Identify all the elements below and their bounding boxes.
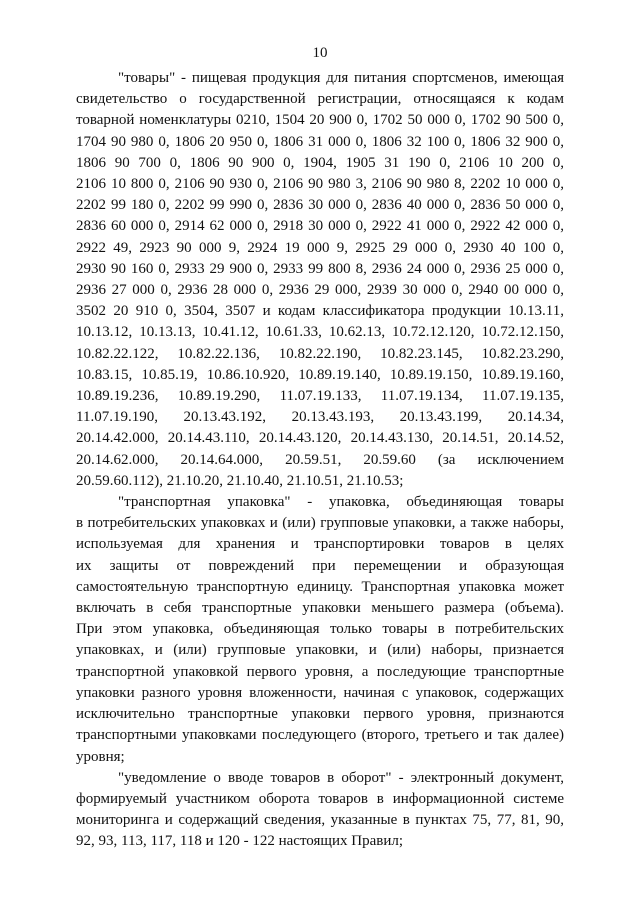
text-line: 2930 90 160 0, 2933 29 900 0, 2933 99 800 8, 2936 24 000 0, 2936 25 000 0, bbox=[76, 260, 564, 277]
page-number: 10 bbox=[312, 45, 328, 61]
text-line: транспортной упаковкой первого уровня, а последующие транспортные bbox=[76, 663, 564, 680]
text-line: 2106 10 800 0, 2106 90 930 0, 2106 90 980 3, 2106 90 980 8, 2202 10 000 0, bbox=[76, 176, 564, 193]
text-line: формируемый участником оборота товаров в информационной системе bbox=[76, 790, 564, 807]
text-line: "транспортная упаковка" - упаковка, объединяющая товары bbox=[118, 494, 564, 511]
definition-transport-packaging bbox=[76, 492, 564, 768]
text-line: 10.82.22.122, 10.82.22.136, 10.82.22.190, 10.82.23.145, 10.82.23.290, bbox=[76, 345, 564, 362]
text-line: 1806 90 700 0, 1806 90 900 0, 1904, 1905 31 190 0, 2106 10 200 0, bbox=[76, 154, 564, 171]
text-line: упаковках, и (или) групповые упаковки, и (или) наборы, признается bbox=[76, 642, 564, 659]
document-body bbox=[76, 68, 564, 853]
text-line: 2836 60 000 0, 2914 62 000 0, 2918 30 000 0, 2922 41 000 0, 2922 42 000 0, bbox=[76, 218, 564, 235]
text-line: используемая для хранения и транспортировки товаров в целях bbox=[76, 536, 564, 553]
text-line: уровня; bbox=[76, 748, 125, 765]
text-line: 20.14.62.000, 20.14.64.000, 20.59.51, 20.59.60 (за исключением bbox=[76, 451, 564, 468]
definition-goods bbox=[76, 68, 564, 492]
text-line: товарной номенклатуры 0210, 1504 20 900 0, 1702 50 000 0, 1702 90 500 0, bbox=[76, 112, 564, 129]
text-line: свидетельство о государственной регистрации, относящаяся к кодам bbox=[76, 91, 564, 108]
text-line: 20.14.42.000, 20.14.43.110, 20.14.43.120, 20.14.43.130, 20.14.51, 20.14.52, bbox=[76, 430, 564, 447]
text-line: 20.59.60.112), 21.10.20, 21.10.40, 21.10.51, 21.10.53; bbox=[76, 472, 404, 489]
text-line: 11.07.19.190, 20.13.43.192, 20.13.43.193, 20.13.43.199, 20.14.34, bbox=[76, 409, 564, 426]
text-line: мониторинга и содержащий сведения, указанные в пунктах 75, 77, 81, 90, bbox=[76, 812, 564, 829]
text-line: их защиты от повреждений при перемещении и образующая bbox=[76, 557, 564, 574]
text-line: 1704 90 980 0, 1806 20 950 0, 1806 31 000 0, 1806 32 100 0, 1806 32 900 0, bbox=[76, 133, 564, 150]
text-line: в потребительских упаковках и (или) групповые упаковки, а также наборы, bbox=[76, 515, 564, 532]
text-line: исключительно транспортные упаковки первого уровня, признаются bbox=[76, 706, 564, 723]
text-line: 3502 20 910 0, 3504, 3507 и кодам классификатора продукции 10.13.11, bbox=[76, 303, 564, 320]
text-line: 2922 49, 2923 90 000 9, 2924 19 000 9, 2925 29 000 0, 2930 40 100 0, bbox=[76, 239, 564, 256]
text-line: 10.89.19.236, 10.89.19.290, 11.07.19.133, 11.07.19.134, 11.07.19.135, bbox=[76, 388, 564, 405]
text-line: 10.83.15, 10.85.19, 10.86.10.920, 10.89.19.140, 10.89.19.150, 10.89.19.160, bbox=[76, 366, 564, 383]
text-line: 92, 93, 113, 117, 118 и 120 - 122 настоящих Правил; bbox=[76, 833, 403, 850]
text-line: 10.13.12, 10.13.13, 10.41.12, 10.61.33, 10.62.13, 10.72.12.120, 10.72.12.150, bbox=[76, 324, 564, 341]
text-line: включать в себя транспортные упаковки меньшего размера (объема). bbox=[76, 600, 564, 617]
text-line: "уведомление о вводе товаров в оборот" - электронный документ, bbox=[118, 769, 564, 786]
text-line: самостоятельную транспортную единицу. Транспортная упаковка может bbox=[76, 578, 564, 595]
text-line: "товары" - пищевая продукция для питания спортсменов, имеющая bbox=[118, 70, 564, 86]
text-line: При этом упаковка, объединяющая только товары в потребительских bbox=[76, 621, 564, 638]
text-line: упаковки разного уровня вложенности, начиная с упаковок, содержащих bbox=[76, 684, 564, 701]
text-line: 2936 27 000 0, 2936 28 000 0, 2936 29 000, 2939 30 000 0, 2940 00 000 0, bbox=[76, 282, 564, 299]
definition-notification bbox=[76, 768, 564, 853]
text-line: 2202 99 180 0, 2202 99 990 0, 2836 30 000 0, 2836 40 000 0, 2836 50 000 0, bbox=[76, 197, 564, 214]
text-line: транспортными упаковками последующего (второго, третьего и так далее) bbox=[76, 727, 564, 744]
